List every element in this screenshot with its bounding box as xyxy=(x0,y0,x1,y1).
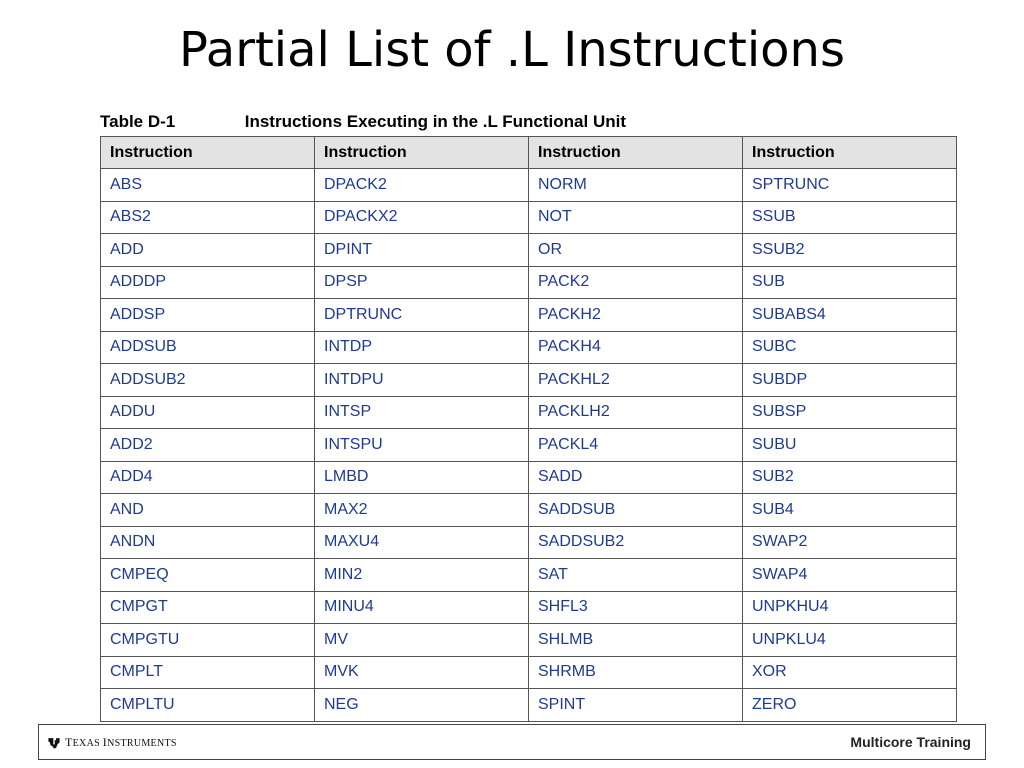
instruction-cell: MAX2 xyxy=(315,494,529,527)
slide-title: Partial List of .L Instructions xyxy=(179,22,845,78)
instruction-cell: SUBC xyxy=(743,331,957,364)
instruction-cell: CMPLT xyxy=(101,656,315,689)
instruction-cell: SHRMB xyxy=(529,656,743,689)
instruction-cell: NEG xyxy=(315,689,529,722)
instruction-cell: NORM xyxy=(529,169,743,202)
instruction-cell: SUB xyxy=(743,266,957,299)
instruction-cell: INTDP xyxy=(315,331,529,364)
instruction-cell: ADD4 xyxy=(101,461,315,494)
table-row xyxy=(101,169,957,202)
table-row xyxy=(101,526,957,559)
table-caption-id: Table D-1 xyxy=(100,112,176,131)
instruction-cell: UNPKLU4 xyxy=(743,624,957,657)
instruction-cell: ADDDP xyxy=(101,266,315,299)
instruction-cell: SHFL3 xyxy=(529,591,743,624)
instruction-cell: MINU4 xyxy=(315,591,529,624)
instruction-cell: MV xyxy=(315,624,529,657)
table-row xyxy=(101,624,957,657)
instruction-cell: UNPKHU4 xyxy=(743,591,957,624)
instruction-cell: SSUB xyxy=(743,201,957,234)
instruction-cell: SPTRUNC xyxy=(743,169,957,202)
table-row xyxy=(101,461,957,494)
instruction-cell: DPINT xyxy=(315,234,529,267)
instruction-cell: SADDSUB xyxy=(529,494,743,527)
instruction-cell: SUBU xyxy=(743,429,957,462)
instruction-cell: SADDSUB2 xyxy=(529,526,743,559)
column-header: Instruction xyxy=(743,137,957,169)
instruction-cell: SUBSP xyxy=(743,396,957,429)
table-row xyxy=(101,559,957,592)
table-row xyxy=(101,364,957,397)
table-caption-text: Instructions Executing in the .L Functional Unit xyxy=(244,112,626,131)
table-row xyxy=(101,396,957,429)
instruction-cell: MAXU4 xyxy=(315,526,529,559)
instruction-cell: SUBDP xyxy=(743,364,957,397)
instruction-cell: INTSPU xyxy=(315,429,529,462)
instruction-cell: PACKL4 xyxy=(529,429,743,462)
instruction-cell: DPTRUNC xyxy=(315,299,529,332)
instruction-cell: PACK2 xyxy=(529,266,743,299)
table-row xyxy=(101,234,957,267)
table-row xyxy=(101,689,957,722)
table-row xyxy=(101,656,957,689)
footer-label: Multicore Training xyxy=(850,734,971,750)
ti-logo-text: TEXAS INSTRUMENTS xyxy=(65,735,177,749)
instruction-cell: ADDSUB xyxy=(101,331,315,364)
instruction-cell: ADDSUB2 xyxy=(101,364,315,397)
instruction-cell: MIN2 xyxy=(315,559,529,592)
instruction-cell: DPACKX2 xyxy=(315,201,529,234)
instruction-table xyxy=(100,136,957,722)
instruction-cell: CMPEQ xyxy=(101,559,315,592)
instruction-cell: CMPGT xyxy=(101,591,315,624)
instruction-cell: ADDU xyxy=(101,396,315,429)
instruction-cell: ADD2 xyxy=(101,429,315,462)
column-header: Instruction xyxy=(101,137,315,169)
table-caption xyxy=(100,112,626,132)
instruction-cell: DPSP xyxy=(315,266,529,299)
table-row xyxy=(101,331,957,364)
instruction-cell: NOT xyxy=(529,201,743,234)
table-row xyxy=(101,299,957,332)
instruction-cell: SSUB2 xyxy=(743,234,957,267)
instruction-cell: PACKH4 xyxy=(529,331,743,364)
instruction-cell: ANDN xyxy=(101,526,315,559)
instruction-cell: ADDSP xyxy=(101,299,315,332)
instruction-cell: SWAP2 xyxy=(743,526,957,559)
instruction-cell: OR xyxy=(529,234,743,267)
instruction-cell: SPINT xyxy=(529,689,743,722)
instruction-cell: MVK xyxy=(315,656,529,689)
slide-footer xyxy=(38,724,986,760)
instruction-cell: SUB4 xyxy=(743,494,957,527)
table-header-row xyxy=(101,137,957,169)
table-row xyxy=(101,494,957,527)
instruction-cell: ABS xyxy=(101,169,315,202)
instruction-cell: SADD xyxy=(529,461,743,494)
ti-logo xyxy=(47,735,177,750)
instruction-cell: CMPLTU xyxy=(101,689,315,722)
instruction-cell: SWAP4 xyxy=(743,559,957,592)
instruction-cell: INTSP xyxy=(315,396,529,429)
instruction-cell: SUB2 xyxy=(743,461,957,494)
table-body xyxy=(101,169,957,722)
instruction-cell: SUBABS4 xyxy=(743,299,957,332)
instruction-table-container xyxy=(100,136,957,722)
instruction-cell: SAT xyxy=(529,559,743,592)
table-row xyxy=(101,429,957,462)
table-row xyxy=(101,266,957,299)
instruction-cell: SHLMB xyxy=(529,624,743,657)
ti-state-icon xyxy=(47,736,61,750)
instruction-cell: ADD xyxy=(101,234,315,267)
instruction-cell: PACKHL2 xyxy=(529,364,743,397)
instruction-cell: PACKH2 xyxy=(529,299,743,332)
instruction-cell: AND xyxy=(101,494,315,527)
instruction-cell: LMBD xyxy=(315,461,529,494)
column-header: Instruction xyxy=(315,137,529,169)
instruction-cell: INTDPU xyxy=(315,364,529,397)
table-row xyxy=(101,201,957,234)
instruction-cell: XOR xyxy=(743,656,957,689)
instruction-cell: ZERO xyxy=(743,689,957,722)
instruction-cell: DPACK2 xyxy=(315,169,529,202)
instruction-cell: ABS2 xyxy=(101,201,315,234)
instruction-cell: CMPGTU xyxy=(101,624,315,657)
table-row xyxy=(101,591,957,624)
column-header: Instruction xyxy=(529,137,743,169)
instruction-cell: PACKLH2 xyxy=(529,396,743,429)
